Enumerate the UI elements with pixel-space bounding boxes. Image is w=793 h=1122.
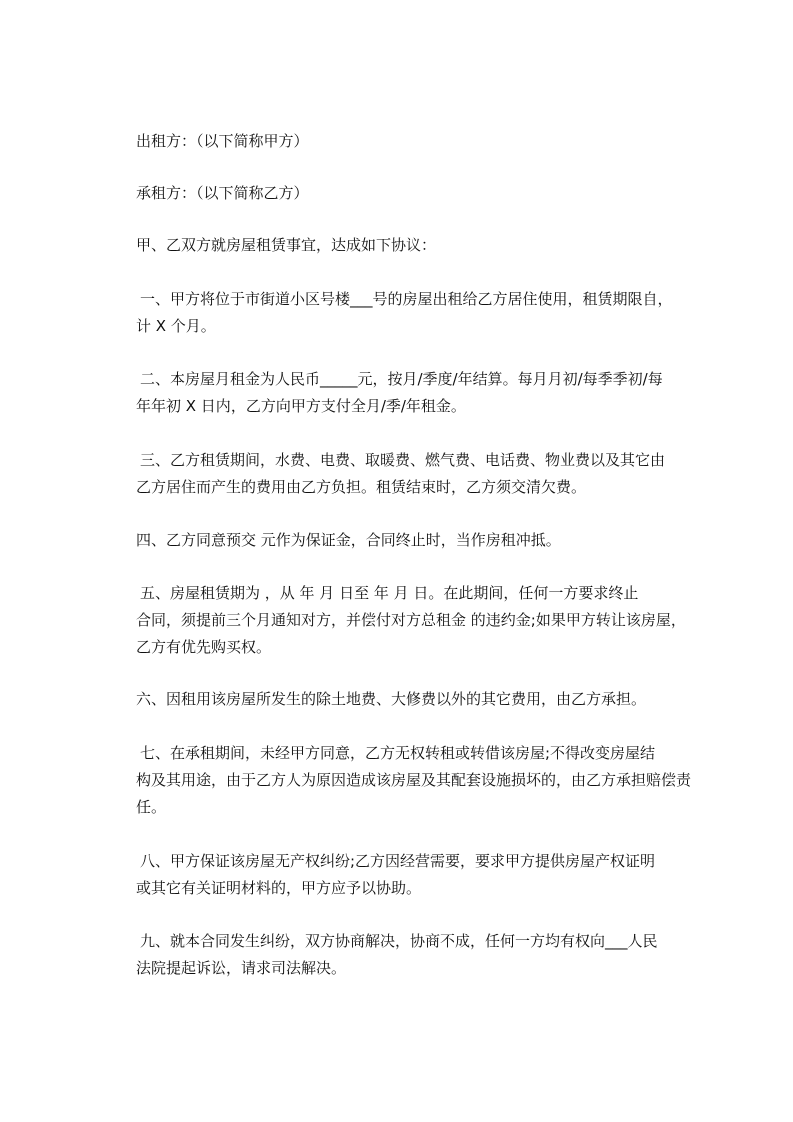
clause-5 xyxy=(136,580,705,661)
paragraph-line: 合同，须提前三个月通知对方，并偿付对方总租金 的违约金;如果甲方转让该房屋， xyxy=(136,611,686,629)
paragraph-line: 出租方：（以下简称甲方） xyxy=(136,132,309,150)
paragraph-line: 一、甲方将位于市街道小区号楼___号的房屋出租给乙方居住使用，租赁期限自， xyxy=(140,290,673,308)
paragraph-lessor xyxy=(136,128,701,155)
clause-8 xyxy=(136,848,705,902)
paragraph-line: 八、甲方保证该房屋无产权纠纷;乙方因经营需要，要求甲方提供房屋产权证明 xyxy=(140,852,656,870)
paragraph-line: 年年初 X 日内，乙方向甲方支付全月/季/年租金。 xyxy=(136,397,466,415)
clause-1 xyxy=(136,286,705,340)
paragraph-intro xyxy=(136,232,701,259)
paragraph-lessee xyxy=(136,180,701,207)
paragraph-line: 甲、乙双方就房屋租赁事宜，达成如下协议： xyxy=(136,236,437,254)
paragraph-line: 法院提起诉讼，请求司法解决。 xyxy=(136,959,347,977)
clause-7 xyxy=(136,740,705,821)
paragraph-line: 承租方：（以下简称乙方） xyxy=(136,184,309,202)
paragraph-line: 计 X 个月。 xyxy=(136,317,216,335)
paragraph-line: 六、因租用该房屋所发生的除土地费、大修费以外的其它费用，由乙方承担。 xyxy=(136,690,647,708)
clause-3 xyxy=(136,447,705,501)
paragraph-line: 九、就本合同发生纠纷，双方协商解决，协商不成，任何一方均有权向___人民 xyxy=(140,932,658,950)
paragraph-line: 或其它有关证明材料的，甲方应予以协助。 xyxy=(136,879,422,897)
paragraph-line: 构及其用途，由于乙方人为原因造成该房屋及其配套设施损坏的，由乙方承担赔偿责 xyxy=(136,771,692,789)
clause-6 xyxy=(136,686,701,713)
paragraph-line: 三、乙方租赁期间，水费、电费、取暖费、燃气费、电话费、物业费以及其它由 xyxy=(140,451,666,469)
paragraph-line: 乙方有优先购买权。 xyxy=(136,638,272,656)
clause-9 xyxy=(136,928,705,982)
clause-2 xyxy=(136,366,705,420)
paragraph-line: 五、房屋租赁期为 ，从 年 月 日至 年 月 日。在此期间，任何一方要求终止 xyxy=(140,584,639,602)
paragraph-line: 乙方居住而产生的费用由乙方负担。租赁结束时，乙方须交清欠费。 xyxy=(136,478,587,496)
paragraph-line: 七、在承租期间，未经甲方同意，乙方无权转租或转借该房屋;不得改变房屋结 xyxy=(140,744,656,762)
paragraph-line: 二、本房屋月租金为人民币_____元，按月/季度/年结算。每月月初/每季季初/每 xyxy=(140,370,663,388)
paragraph-line: 四、乙方同意预交 元作为保证金，合同终止时，当作房租冲抵。 xyxy=(136,531,561,549)
clause-4 xyxy=(136,527,701,554)
paragraph-line: 任。 xyxy=(136,798,167,816)
